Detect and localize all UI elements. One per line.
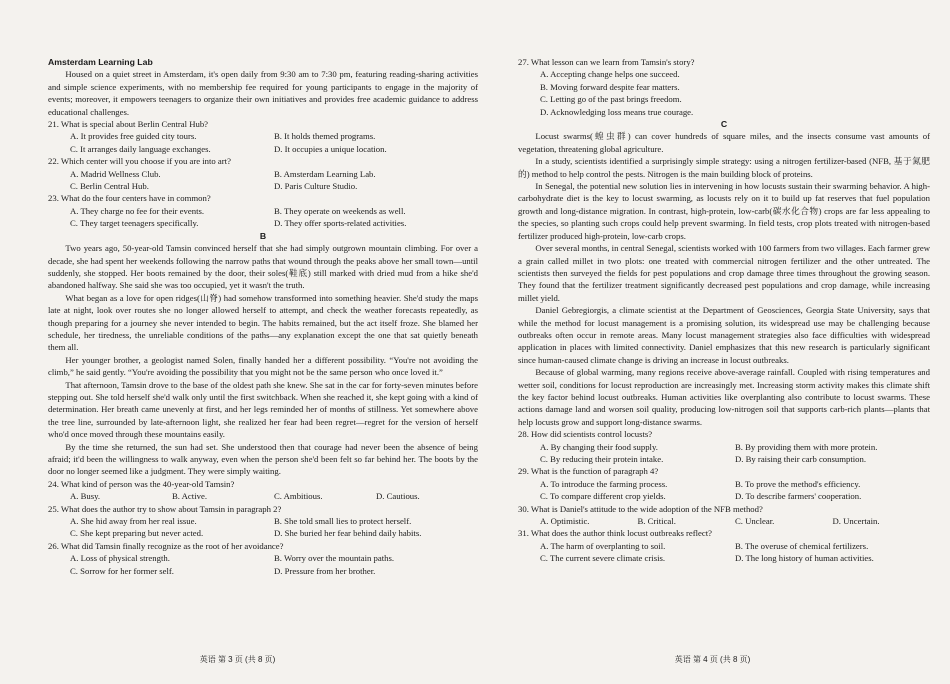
paragraph: In Senegal, the potential new solution lies in intervening in how locusts sustain their swarming behavior. A high-carbohydrate diet is the key to locust swarming, as locusts rely on it to build up fat reserves that fuel population growth and long-distance migration. In contrast, high-protein, low-carb(碳水化合物) crops are far less appealing to the species, so planting such crops could help prevent swarming. In field tests, crop plots treated with nitrogen-based fertilizer produced high-protein, low-carb crops. xyxy=(518,181,930,241)
option-d: D. The long history of human activities. xyxy=(735,553,874,564)
option-b: B. Moving forward despite fear matters. xyxy=(540,81,680,92)
option-a: A. Loss of physical strength. xyxy=(70,553,170,564)
option-a: A. Optimistic. xyxy=(540,516,590,527)
option-c: C. Unclear. xyxy=(735,516,775,527)
option-c: C. Sorrow for her former self. xyxy=(70,565,174,576)
question-31 xyxy=(518,527,930,564)
option-d: D. To describe farmers' cooperation. xyxy=(735,491,862,502)
option-d: D. They offer sports-related activities. xyxy=(274,218,407,229)
left-page xyxy=(48,56,478,577)
question-24 xyxy=(48,478,478,503)
option-a: A. They charge no fee for their events. xyxy=(70,205,205,216)
option-c: C. It arranges daily language exchanges. xyxy=(70,143,211,154)
option-b: B. To prove the method's efficiency. xyxy=(735,478,861,489)
paragraph: Because of global warming, many regions receive above-average rainfall. Coupled with rising temperatures and wetter soil, conditions for locust reproduction are increasingly met. Increasing storm activity makes this climate shift the key factor behind locust outbreaks. Human activities like overplanting also contribute to locust swarms. These actions damage land and worsen soil quality, producing low-nitrogen soil that supports carb-rich plants—plants that help locusts grow and support long-distance swarms. xyxy=(518,367,930,427)
paragraph: Her younger brother, a geologist named Solen, finally handed her a different possibility. “You're not avoiding the climb,” he said gently. “You're avoiding the possibility that you might not be the same person who once loved it.” xyxy=(48,354,478,378)
option-c: C. By reducing their protein intake. xyxy=(540,454,664,464)
option-b: B. Active. xyxy=(172,491,207,502)
question-22 xyxy=(48,155,478,192)
option-a: A. Accepting change helps one succeed. xyxy=(540,69,680,80)
option-a: A. It provides free guided city tours. xyxy=(70,131,197,142)
question-28 xyxy=(518,428,930,465)
question-stem: 31. What does the author think locust outbreaks reflect? xyxy=(518,528,713,539)
option-c: C. To compare different crop yields. xyxy=(540,491,666,502)
option-d: D. By raising their carb consumption. xyxy=(735,454,867,464)
option-c: C. She kept preparing but never acted. xyxy=(70,528,204,539)
option-b: B. They operate on weekends as well. xyxy=(274,205,406,216)
question-stem: 26. What did Tamsin finally recognize as the root of her avoidance? xyxy=(48,540,284,551)
question-stem: 30. What is Daniel's attitude to the wide adoption of the NFB method? xyxy=(518,503,763,514)
right-page xyxy=(518,56,930,565)
option-b: B. It holds themed programs. xyxy=(274,131,376,142)
paragraph: Over several months, in central Senegal, scientists worked with 100 farmers from two villages. Each farmer grew a grain called millet in two plots: one treated with commercial nitrogen fertilizer and the other untreated. The scientists then surveyed the fields for pest populations and crop damage three times throughout the growing season. They found that the fertilizer treatment significantly decreased pest populations and crop damage, while increasing millet yield. xyxy=(518,243,930,303)
option-a: A. Madrid Wellness Club. xyxy=(70,168,161,179)
question-21 xyxy=(48,118,478,155)
option-d: D. Paris Culture Studio. xyxy=(274,181,358,192)
passage-subtitle: Amsterdam Learning Lab xyxy=(48,57,153,67)
option-c: C. They target teenagers specifically. xyxy=(70,218,199,229)
paragraph: In a study, scientists identified a surprisingly simple strategy: using a nitrogen fertilizer-based (NFB, 基于氮肥的) method to help control the pests. Nitrogen is the main building block of proteins. xyxy=(518,156,930,179)
option-d: D. Cautious. xyxy=(376,491,420,502)
paragraph: By the time she returned, the sun had set. She understood then that courage had never been the absence of being afraid; it'd been the willingness to walk anyway, even when the person she'd been felt so far behind her. The boots by the door no longer seemed like a judgment. They were simply waiting. xyxy=(48,441,478,477)
question-stem: 29. What is the function of paragraph 4? xyxy=(518,466,659,477)
question-stem: 28. How did scientists control locusts? xyxy=(518,429,653,440)
page-footer-right: 英语 第 4 页 (共 8 页) xyxy=(674,655,751,664)
question-stem: 21. What is special about Berlin Central Hub? xyxy=(48,119,209,130)
option-a: A. To introduce the farming process. xyxy=(540,478,668,489)
option-b: B. Amsterdam Learning Lab. xyxy=(274,168,376,179)
question-26 xyxy=(48,540,478,577)
option-d: D. Uncertain. xyxy=(832,516,880,527)
option-c: C. The current severe climate crisis. xyxy=(540,553,666,564)
section-label-b: B xyxy=(259,230,267,241)
question-stem: 23. What do the four centers have in common? xyxy=(48,193,211,204)
page-footer-left: 英语 第 3 页 (共 8 页) xyxy=(199,655,276,664)
paragraph: That afternoon, Tamsin drove to the base of the oldest path she knew. She sat in the car for forty-seven minutes before stepping out. She told herself she'd walk only until the first switchback. When she reached it, she kept going with a kind of determination. Her breath came unevenly at first, and her legs reminded her of months of stillness. Yet somewhere above the tree line, surrounded by late-afternoon light, she realized her fear had been regret—regret for the version of herself who'd once moved through these mountains easily. xyxy=(48,379,478,440)
question-27 xyxy=(518,56,930,118)
option-d: D. Acknowledging loss means true courage. xyxy=(540,106,694,117)
option-b: B. By providing them with more protein. xyxy=(735,441,878,452)
paragraph: Housed on a quiet street in Amsterdam, it's open daily from 9:30 am to 7:30 pm, featuring reading-sharing activities and simple science experiments, with no membership fee required for young participants to engage in the majority of events; moreover, it empowers teenagers to organize their own initiatives and provides free academic guidance to address educational challenges. xyxy=(48,69,478,117)
paragraph: Daniel Gebregiorgis, a climate scientist at the Department of Geosciences, Georgia State University, says that while the method for locust management is a promising solution, its widespread use may be challenging because outbreaks often occur in remote areas. Many locust management strategies also face difficulties with widespread application in places with limited connectivity. Daniel emphasizes that this new research is particularly significant since human-caused climate change is driving an increase in locust outbreaks. xyxy=(518,305,930,365)
option-d: D. It occupies a unique location. xyxy=(274,143,387,154)
option-b: B. Critical. xyxy=(637,516,676,527)
question-stem: 25. What does the author try to show about Tamsin in paragraph 2? xyxy=(48,503,282,514)
option-c: C. Berlin Central Hub. xyxy=(70,181,149,192)
question-29 xyxy=(518,465,930,502)
paragraph: Locust swarms(蝗虫群) can cover hundreds of square miles, and the insects consume vast amounts of vegetation, threatening global agriculture. xyxy=(518,131,930,154)
option-a: A. By changing their food supply. xyxy=(540,441,658,452)
option-a: A. Busy. xyxy=(70,491,101,502)
question-30 xyxy=(518,503,930,528)
option-d: D. She buried her fear behind daily habits. xyxy=(274,528,422,539)
section-label-c: C xyxy=(720,119,728,130)
option-c: C. Ambitious. xyxy=(274,491,323,502)
option-b: B. The overuse of chemical fertilizers. xyxy=(735,540,869,551)
option-b: B. She told small lies to protect herself. xyxy=(274,516,412,527)
option-d: D. Pressure from her brother. xyxy=(274,565,376,576)
option-b: B. Worry over the mountain paths. xyxy=(274,553,395,564)
option-c: C. Letting go of the past brings freedom. xyxy=(540,94,682,105)
question-23 xyxy=(48,192,478,229)
question-25 xyxy=(48,503,478,540)
question-stem: 24. What kind of person was the 40-year-old Tamsin? xyxy=(48,478,235,489)
option-a: A. The harm of overplanting to soil. xyxy=(540,540,666,551)
option-a: A. She hid away from her real issue. xyxy=(70,516,197,527)
paragraph: What began as a love for open ridges(山脊) had somehow transformed into something heavier. She'd study the maps late at night, look over routes she no longer allowed herself to attempt, and check the weather forecasts repeatedly, as though preparing for a journey she never intended to begin. The habits remained, but the act itself froze. She blamed her schedule, her tiredness, the unreliable conditions of the paths—any explanation except the one that sat quietly beneath them all. xyxy=(48,292,478,353)
paragraph: Two years ago, 50-year-old Tamsin convinced herself that she had simply outgrown mountain climbing. For over a decade, she had spent her weekends following the narrow paths that wound through the peaks above her small town—until suddenly, she stopped. Her boots remained by the door, their soles(鞋底) still marked with dried mud from a hike she'd abandoned halfway. She said she was too occupied, yet it wasn't the truth. xyxy=(48,243,478,291)
question-stem: 27. What lesson can we learn from Tamsin's story? xyxy=(518,57,695,67)
question-stem: 22. Which center will you choose if you are into art? xyxy=(48,156,231,167)
